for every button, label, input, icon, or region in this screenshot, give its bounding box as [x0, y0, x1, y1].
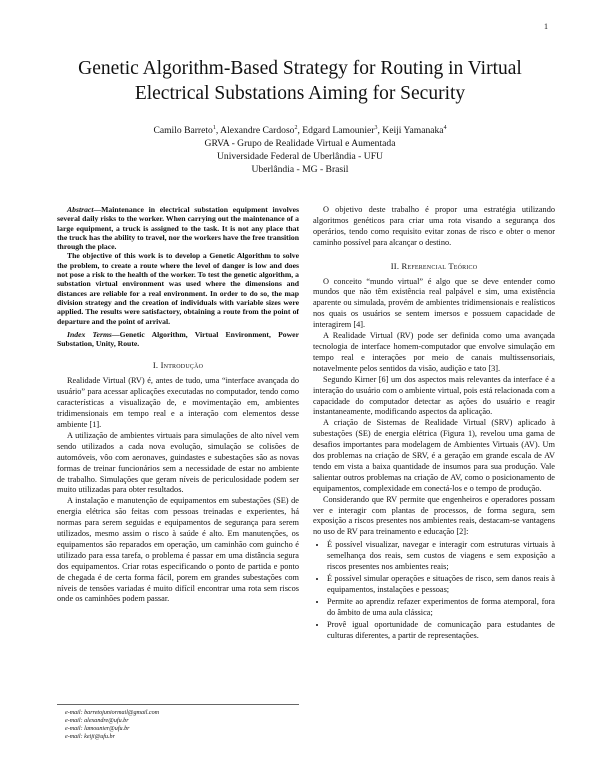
- author-block: [40, 122, 560, 176]
- left-column: [57, 205, 299, 605]
- theory-paragraph-1: O conceito “mundo virtual” é algo que se deve entender como mundos que não têm existência real palpável e sim, uma existência aparente ou simulada, provém de ambientes tridimensionais e realísticos nos quais os usuários se sentem imersos e possuem capacidade de interagirem [4].: [313, 276, 555, 330]
- advantages-list: [313, 540, 555, 641]
- intro-paragraph-2: A utilização de ambientes virtuais para simulações de alto nível vem sendo utilizados a cada nova evolução, simulação se colisões de automóveis, vôo com aeronaves, guindastes e subestações são as novas formas de treinar funcionários sem a necessidade de estar no ambiente de trabalho. Simulações que geram níveis de periculosidade podem ser muito utilizadas para obter resultados.: [57, 430, 299, 495]
- right-column: [313, 205, 555, 642]
- affiliation-group: GRVA - Grupo de Realidade Virtual e Aumentada: [204, 138, 396, 150]
- footnote-email-4[interactable]: e-mail: keiji@ufu.br: [65, 734, 115, 740]
- section-2-heading: II. Referencial Teórico: [390, 260, 478, 271]
- abstract-p2: The objective of this work is to develop a Genetic Algorithm to solve the problem, to create a route where the level of danger is low and does not pose a risk to the health of the worker. To test the genetic algorithm, a substation virtual environment was used where the dimensions and distances are reliable for a real environment. In order to do so, the map division strategy and the creation of individuals with variable sizes were applied. The results were satisfactory, obtaining a route from the point of departure and the point of arrival.: [57, 251, 299, 326]
- intro-paragraph-1: Realidade Virtual (RV) é, antes de tudo, uma “interface avançada do usuário” para acessar aplicações executadas no computador, tendo como características a visualização de, e movimentação em, ambientes tridimensionais em tempo real e a interação com elementos desse ambiente [1].: [57, 376, 299, 429]
- author-4: Keiji Yamanaka: [382, 125, 444, 137]
- list-item: • Provê igual oportunidade de comunicação para estudantes de culturas diferentes, a partir de representações.: [327, 620, 555, 642]
- section-1-heading: I. Introdução: [152, 360, 204, 371]
- theory-paragraph-4: A criação de Sistemas de Realidade Virtual (SRV) aplicado à subestações (SE) de energia elétrica (Figura 1), revelou uma gama de desafios importantes para modelagem de Ambientes Virtuais (AV). Um dos problemas na criação de SRV, é a geração em grande escala de AV tendo em vista a baixa quantidade de insumos para sua produção. Vale salientar outros problemas na criação de AV, como o posicionamento de equipamentos, complexidade em conectá-los e o tempo de produção.: [313, 418, 555, 493]
- index-terms-lead: Index Terms: [67, 329, 112, 339]
- list-item: • É possível visualizar, navegar e interagir com estruturas virtuais à semelhança dos reais, sem custos de viagens e sem exposição a riscos presentes nos ambientes reais;: [327, 540, 555, 573]
- paper-title: Genetic Algorithm-Based Strategy for Routing in Virtual Electrical Substations Aiming for Security: [78, 58, 522, 104]
- author-3: Edgard Lamounier: [302, 125, 375, 137]
- footnotes: [57, 704, 299, 741]
- objective-paragraph: O objetivo deste trabalho é propor uma estratégia utilizando algoritmos genéticos para criar uma rota visando a segurança dos operários, tendo como requisito evitar zonas de risco e obter o menor caminho possível para alcançar o destino.: [313, 205, 555, 247]
- footnote-email-2[interactable]: e-mail: alexandre@ufu.br: [65, 718, 129, 724]
- abstract-lead: Abstract: [67, 205, 94, 214]
- index-terms: —Genetic Algorithm, Virtual Environment, Power Substation, Unity, Route.: [57, 329, 299, 349]
- affiliation-university: Universidade Federal de Uberlândia - UFU: [217, 151, 383, 163]
- affiliation-location: Uberlândia - MG - Brasil: [251, 164, 349, 176]
- author-names: Camilo Barreto$^1$, Alexandre Cardoso$^2$, Edgard Lamounier$^3$, Keiji Yamanaka$^4$: [153, 125, 447, 137]
- author-2: Alexandre Cardoso: [220, 125, 295, 137]
- footnote-email-1[interactable]: e-mail: barretojuniormail@gmail.com: [65, 710, 160, 716]
- list-item: • É possível simular operações e situações de risco, sem danos reais à equipamentos, instalações e pessoas;: [327, 574, 555, 596]
- author-1: Camilo Barreto: [153, 125, 213, 137]
- theory-paragraph-5: Considerando que RV permite que engenheiros e operadores possam ver e interagir com plantas de processos, de forma segura, sem exposição a riscos presentes nos ambientes reais, destacam-se vantagens no uso de RV para treinamento e educação [2]:: [313, 494, 555, 537]
- author-1-sup: 1: [212, 125, 216, 131]
- author-3-sup: 3: [374, 125, 378, 131]
- intro-paragraph-3: A instalação e manutenção de equipamentos em subestações (SE) de energia elétrica são feitas com pessoas treinadas e experientes, há normas para serem seguidas e equipamentos de segurança para serem utilizados, mesmo assim o risco à saúde é alto. Em manutenções, os equipamentos são reparados em operação, um caminhão com guincho é utilizado para essa tarefa, o problema é passar em uma distância segura dos equipamentos. Criar rotas especificando o ponto de partida e ponto de chegada é de certa forma fácil, porem em grandes subestações com níveis de tensões variadas é muito difícil encontrar uma rota sem riscos onde os caminhões podem passar.: [57, 496, 299, 604]
- footnote-email-3[interactable]: e-mail: lamounier@ufu.br: [65, 726, 130, 732]
- author-4-sup: 4: [443, 125, 447, 131]
- abstract-p1: —Maintenance in electrical substation equipment involves several daily risks to the worker. When carrying out the maintenance of a large equipment, a truck is assigned to the task. It is not any place that the truck has the ability to travel, nor the workers have the free transition through the place.: [57, 205, 299, 252]
- theory-paragraph-2: A Realidade Virtual (RV) pode ser definida como uma avançada tecnologia de interface homem-computador que envolve simulação em tempo real e interações por meio de canais multissensoriais, notavelmente pelos sentidos da visão, audição e tato [3].: [313, 331, 555, 373]
- theory-paragraph-3: Segundo Kirner [6] um dos aspectos mais relevantes da interface é a interação do usuário com o ambiente virtual, pois está relacionada com a capacidade do computador detectar as ações do usuário e reagir instantaneamente, modificando aspectos da aplicação.: [313, 374, 555, 417]
- author-2-sup: 2: [294, 125, 298, 131]
- page-number: 1: [544, 22, 548, 31]
- list-item: • Permite ao aprendiz refazer experimentos de forma atemporal, fora do âmbito de uma aula clássica;: [327, 597, 555, 619]
- abstract: [57, 205, 299, 348]
